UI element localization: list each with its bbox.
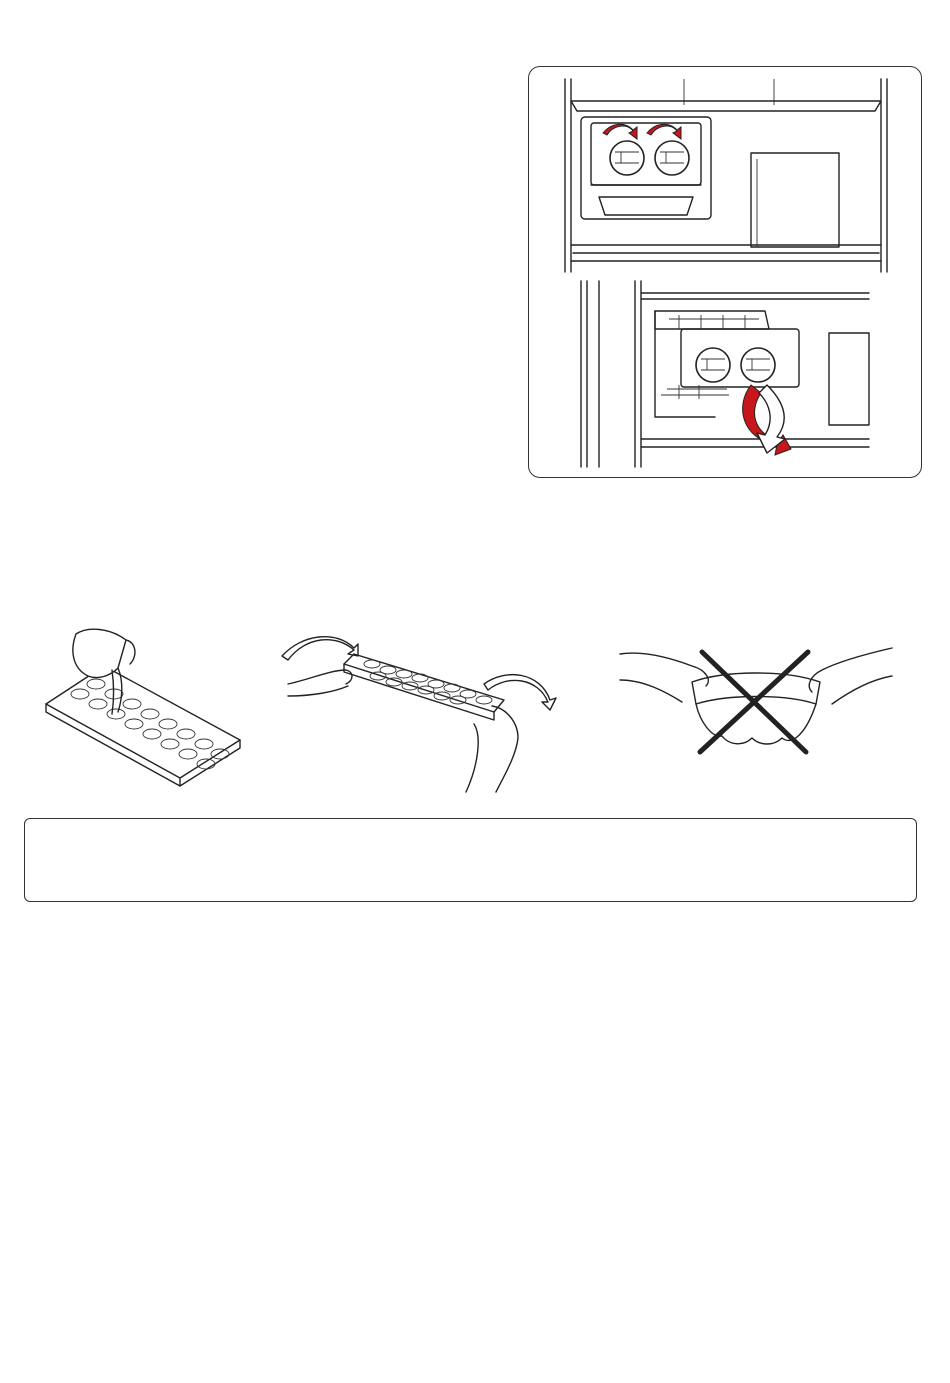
twist-tray-icon: [278, 626, 563, 796]
knob-icon: [610, 141, 644, 175]
knob-icon: [696, 348, 730, 382]
do-not-bend-icon: [616, 640, 896, 765]
knob-icon: [655, 141, 689, 175]
twist-tray-figure: [278, 626, 563, 796]
fridge-illustration-panel: [528, 66, 922, 478]
do-not-bend-figure: [616, 640, 896, 765]
ice-tray-installed-figure: [565, 79, 887, 272]
ice-tray-twist-figure: [581, 281, 869, 467]
note-box: [24, 818, 917, 902]
fill-tray-figure: [40, 620, 250, 790]
knob-icon: [741, 348, 775, 382]
pour-water-icon: [40, 620, 250, 790]
